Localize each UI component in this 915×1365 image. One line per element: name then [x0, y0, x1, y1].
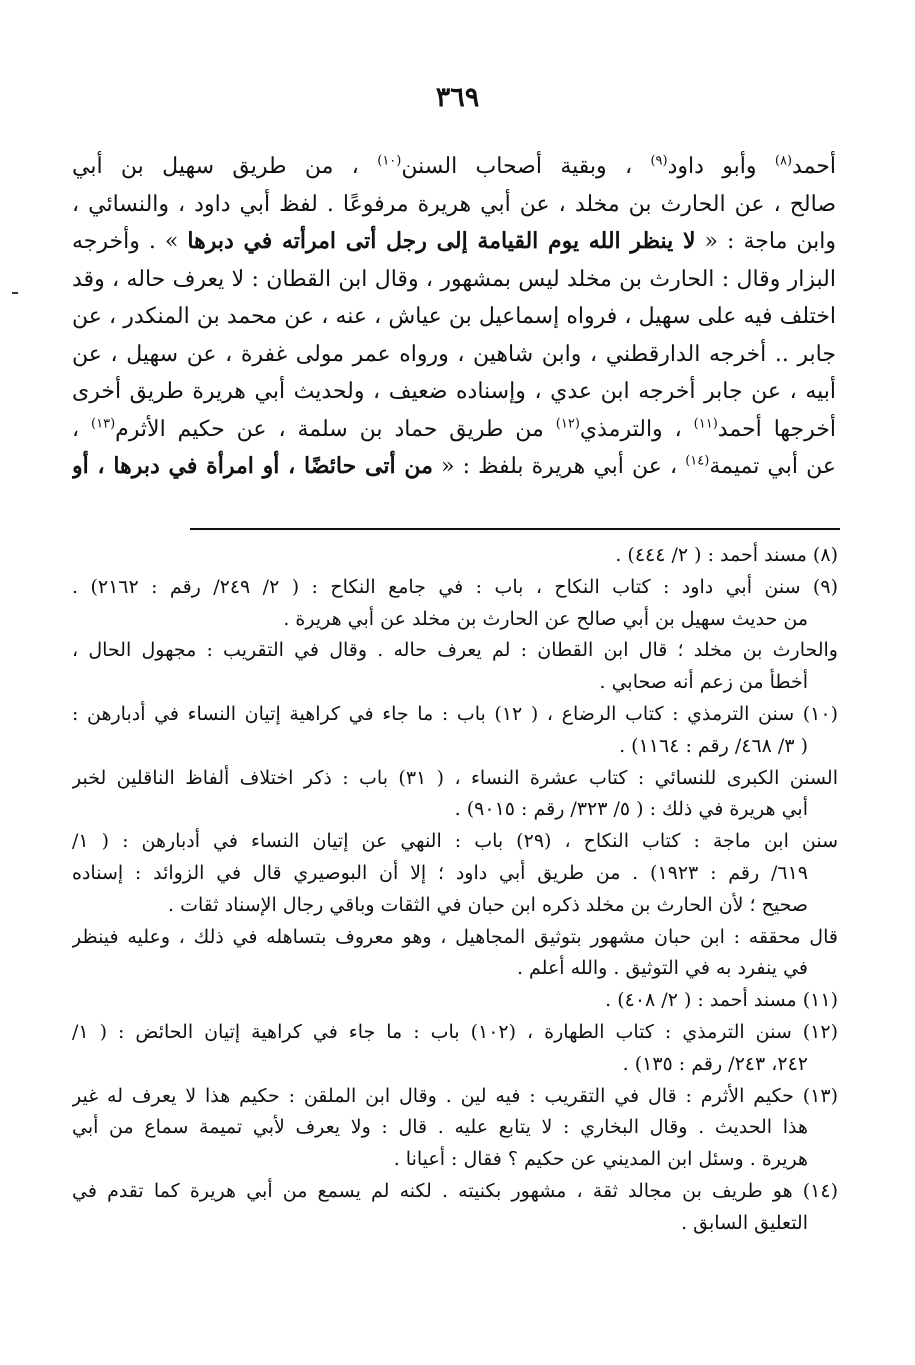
footnote-line: (١٤) هو طريف بن مجالد ثقة ، مشهور بكنيته . لكنه لم يسمع من أبي هريرة كما تقدم في: [72, 1179, 838, 1202]
footnote-8: [72, 540, 838, 572]
main-line: جابر .. أخرجه الدارقطني ، وابن شاهين ، ورواه عمر مولى غفرة ، عن سهيل ، عن: [72, 341, 836, 367]
footnote-line: (٨) مسند أحمد : ( ٢/ ٤٤٤) .: [615, 544, 838, 566]
footnote-line: السنن الكبرى للنسائي : كتاب عشرة النساء ، ( ٣١) باب : ذكر اختلاف ألفاظ الناقلين لخبر: [72, 766, 838, 789]
footnote-11: [72, 985, 838, 1017]
main-line: أخرجها أحمد$^{(١١)}$ ، والترمذي$^{(١٢)}$ من طريق حماد بن سلمة ، عن حكيم الأثرم$^{(١٣)}$ ،: [72, 416, 836, 442]
footnote-line: سنن ابن ماجة : كتاب النكاح ، (٢٩) باب : النهي عن إتيان النساء في أدبارهن : ( ١/: [72, 830, 838, 853]
footnote-9: [72, 572, 838, 636]
footnote-line: ( ٣/ ٤٦٨/ رقم : ١١٦٤) .: [619, 734, 808, 757]
footnote-line: أخطأ من زعم أنه صحابي .: [599, 671, 808, 694]
main-line: أحمد$^{(٨)}$ وأبو داود$^{(٩)}$ ، وبقية أصحاب السنن$^{(١٠)}$ ، من طريق سهيل بن أبي: [72, 153, 836, 179]
footnote-line: (١٢) سنن الترمذي : كتاب الطهارة ، (١٠٢) باب : ما جاء في كراهية إتيان الحائض : ( ١/: [72, 1020, 838, 1043]
footnote-line: التعليق السابق .: [681, 1211, 808, 1234]
main-text: [72, 148, 836, 486]
footnote-10-ibnmajah: [72, 826, 838, 921]
footnote-line: هذا الحديث . وقال البخاري : لا يتابع عليه . قال : ولا يعرف لأبي تميمة سماع من أبي: [72, 1116, 808, 1139]
main-line: وابن ماجة : « لا ينظر الله يوم القيامة إلى رجل أتى امرأته في دبرها » . وأخرجه: [72, 228, 836, 254]
footnote-line: (٩) سنن أبي داود : كتاب النكاح ، باب : في جامع النكاح : ( ٢/ ٢٤٩/ رقم : ٢١٦٢) .: [72, 575, 838, 598]
footnotes: [72, 540, 838, 1240]
footnote-line: هريرة . وسئل ابن المديني عن حكيم ؟ فقال : أعيانا .: [393, 1148, 808, 1171]
main-line: اختلف فيه على سهيل ، فرواه إسماعيل بن عياش ، عنه ، عن محمد بن المنكدر ، عن: [72, 304, 836, 329]
main-line: البزار وقال : الحارث بن مخلد ليس بمشهور ، وقال ابن القطان : لا يعرف حاله ، وقد: [72, 266, 836, 292]
footnote-line: (١١) مسند أحمد : ( ٢/ ٤٠٨) .: [605, 989, 838, 1012]
footnote-line: (١٣) حكيم الأثرم : قال في التقريب : فيه لين . وقال ابن الملقن : حكيم هذا لا يعرف له غير: [72, 1084, 838, 1107]
footnote-line: ٦١٩/ رقم : ١٩٢٣) . من طريق أبي داود ؛ إلا أن البوصيري قال في الزوائد : إسناده: [72, 861, 808, 884]
footnote-line: صحيح ؛ لأن الحارث بن مخلد ذكره ابن حبان في الثقات وباقي رجال الإسناد ثقات .: [168, 893, 808, 916]
main-line: أبيه ، عن جابر أخرجه ابن عدي ، وإسناده ضعيف ، ولحديث أبي هريرة طريق أخرى: [72, 379, 836, 404]
footnote-line: في ينفرد به في التوثيق . والله أعلم .: [516, 957, 808, 980]
footnote-10-nasai: [72, 763, 838, 827]
footnote-12: [72, 1017, 838, 1081]
main-line: عن أبي تميمة$^{(١٤)}$ ، عن أبي هريرة بلفظ : « من أتى حائضًا ، أو امرأة في دبرها ، أو: [72, 453, 836, 479]
footnote-line: قال محققه : ابن حبان مشهور بتوثيق المجاهيل ، وهو معروف بتساهله في ذلك ، وعليه فينظر: [72, 925, 838, 948]
footnote-line: ٢٤٢، ٢٤٣/ رقم : ١٣٥) .: [622, 1052, 808, 1075]
main-line: صالح ، عن الحارث بن مخلد ، عن أبي هريرة مرفوعًا . لفظ أبي داود ، والنسائي ،: [72, 191, 836, 217]
footnote-line: والحارث بن مخلد ؛ قال ابن القطان : لم يعرف حاله . وقال في التقريب : مجهول الحال ،: [72, 639, 838, 662]
footnote-line: (١٠) سنن الترمذي : كتاب الرضاع ، ( ١٢) باب : ما جاء في كراهية إتيان النساء في أدبارهن :: [72, 702, 838, 725]
footnote-14: [72, 1176, 838, 1240]
page-number: ٣٦٩: [435, 82, 480, 113]
footnote-13: [72, 1081, 838, 1176]
scan-mark: [12, 292, 18, 294]
footnote-line: أبي هريرة في ذلك : ( ٥/ ٣٢٣/ رقم : ٩٠١٥) .: [454, 798, 808, 821]
footnote-10: [72, 699, 838, 763]
footnote-divider: [190, 528, 840, 530]
footnote-10-editor: [72, 922, 838, 986]
footnote-9-cont: [72, 635, 838, 699]
footnote-line: من حديث سهيل بن أبي صالح عن الحارث بن مخلد عن أبي هريرة .: [283, 607, 808, 630]
